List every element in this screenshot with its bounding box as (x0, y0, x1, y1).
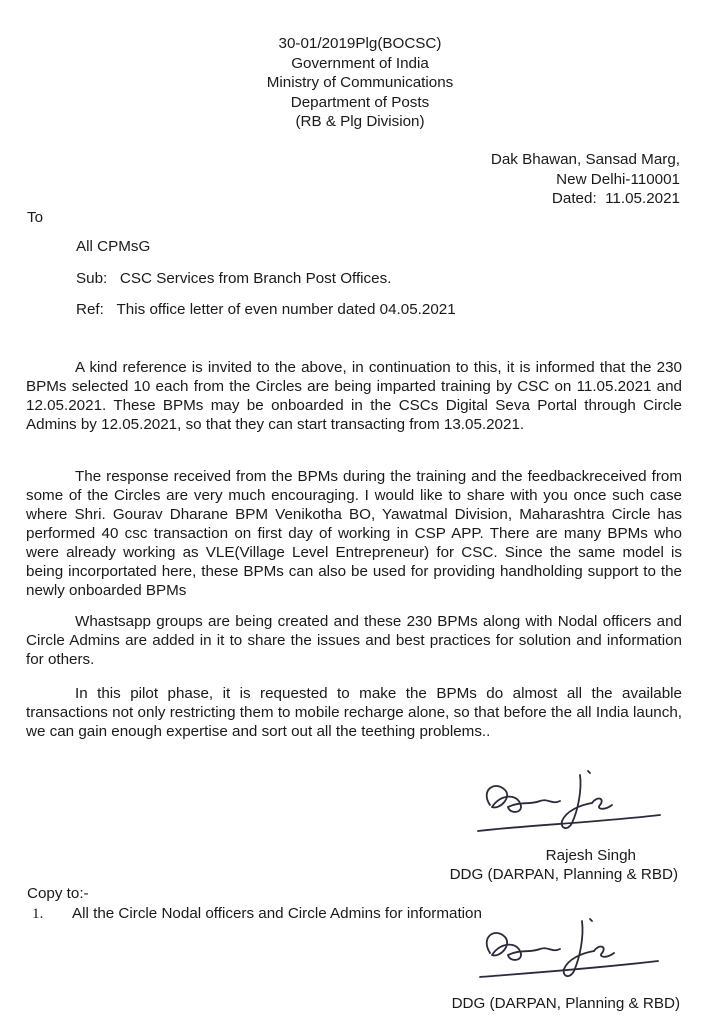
government-line: Government of India (291, 54, 429, 72)
copy-to-label: Copy to:- (27, 885, 89, 902)
recipient: All CPMsG (76, 238, 151, 255)
signature-image-2 (470, 915, 670, 985)
date-line: Dated: 11.05.2021 (551, 190, 680, 207)
signatory-designation: DDG (DARPAN, Planning & RBD) (449, 866, 678, 883)
copy-item-number: 1. (32, 905, 44, 922)
paragraph-1: A kind reference is invited to the above, in continuation to this, it is informed that the 230 BPMs selected 10 each from the Circles are being imparted training by CSC on 11.05.2021 and 12.05.2021. These BPMs may be onboarded in the CSCs Digital Seva Portal through Circle Admins by 12.05.2021, so that they can start transacting from 13.05.2021. (26, 359, 682, 433)
paragraph-2: The response received from the BPMs during the training and the feedbackreceived from some of the Circles are very much encouraging. I would like to share with you once such case where Shri. Gourav Dharane BPM Venikotha BO, Yawatmal Division, Maharashtra Circle has performed 40 csc transaction on first day of working in CSP APP. There are many BPMs who were already working as VLE(Village Level Entrepreneur) for CSC. Since the same model is being incorportated here, these BPMs can also be used for providing handholding support to the newly onboarded BPMs (26, 468, 682, 599)
letter-header (0, 34, 720, 132)
paragraph-4: In this pilot phase, it is requested to make the BPMs do almost all the available transactions not only restricting them to mobile recharge alone, so that before the all India launch, we can gain enough expertise and sort out all the teething problems.. (26, 685, 682, 740)
address-line-2: New Delhi-110001 (556, 170, 680, 188)
to-label: To (27, 209, 44, 226)
office-address (491, 150, 680, 209)
address-line-1: Dak Bhawan, Sansad Marg, (490, 151, 680, 168)
file-number: 30-01/2019Plg(BOCSC) (278, 35, 442, 52)
subject-line (76, 269, 391, 288)
subject-text: CSC Services from Branch Post Offices. (119, 270, 392, 287)
signatory-name: Rajesh Singh (545, 847, 636, 864)
subject-label: Sub: (76, 270, 108, 287)
ministry-line: Ministry of Communications (266, 74, 454, 91)
reference-line (76, 300, 456, 319)
reference-text: This office letter of even number dated 04.05.2021 (116, 301, 456, 318)
footer-designation: DDG (DARPAN, Planning & RBD) (451, 995, 680, 1012)
reference-label: Ref: (76, 301, 104, 318)
department-line: Department of Posts (290, 93, 430, 111)
signature-image (470, 765, 670, 835)
copy-item-text: All the Circle Nodal officers and Circle Admins for information (72, 905, 482, 922)
paragraph-3: Whastsapp groups are being created and these 230 BPMs along with Nodal officers and Circle Admins are added in it to share the issues and best practices for solution and information for others. (26, 613, 682, 668)
division-line: (RB & Plg Division) (295, 113, 425, 130)
copy-to-item (32, 904, 482, 923)
